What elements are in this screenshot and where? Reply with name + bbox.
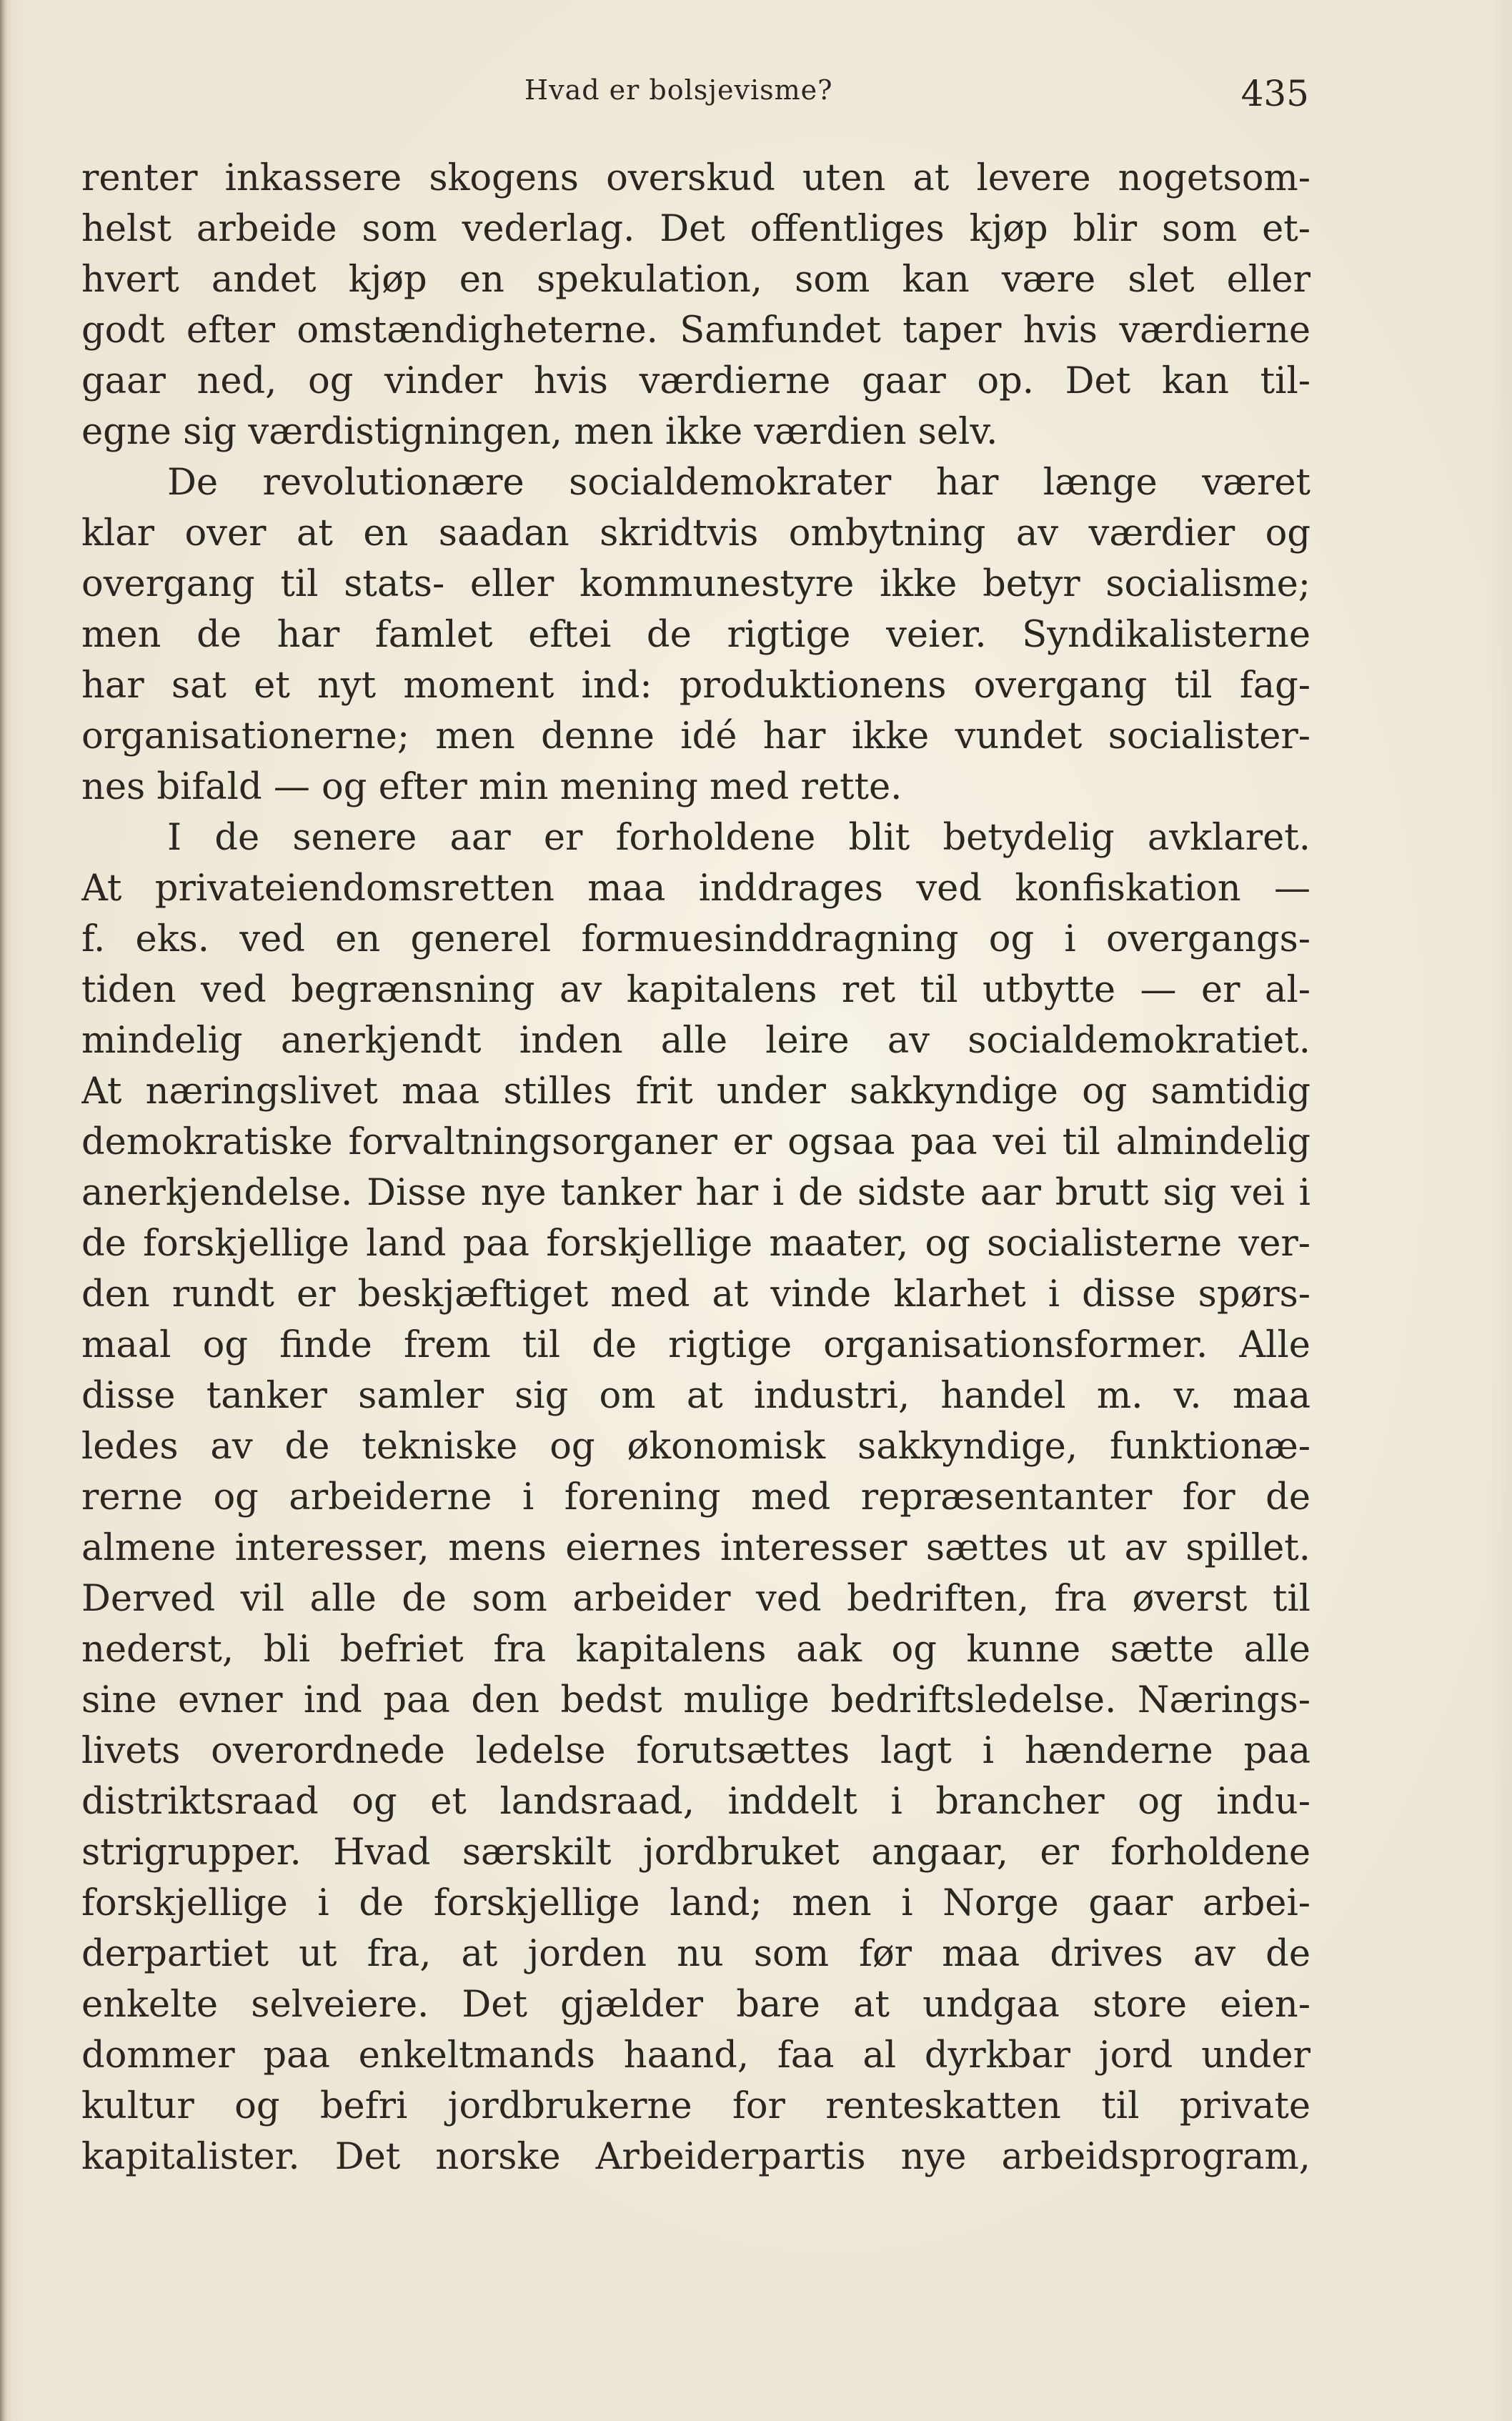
text-line: At privateiendomsretten maa inddrages ved konfiskation — [81,868,1310,910]
running-head-title: Hvad er bolsjevisme? [524,74,833,106]
text-line: gaar ned, og vinder hvis værdierne gaar op. Det kan til- [81,360,1310,402]
text-line: klar over at en saadan skridtvis ombytning av værdier og [81,512,1310,555]
text-line: har sat et nyt moment ind: produktionens overgang til fag- [81,665,1310,707]
text-line: distriktsraad og et landsraad, inddelt i brancher og indu- [81,1781,1310,1823]
text-line: almene interesser, mens eiernes interesser sættes ut av spillet. [81,1527,1310,1569]
text-line: demokratiske forvaltningsorganer er ogsaa paa vei til almindelig [81,1121,1310,1163]
text-line: rerne og arbeiderne i forening med repræsentanter for de [81,1476,1310,1518]
text-line: helst arbeide som vederlag. Det offentliges kjøp blir som et- [81,208,1310,250]
text-line: disse tanker samler sig om at industri, handel m. v. maa [81,1375,1310,1417]
text-line: renter inkassere skogens overskud uten at levere nogetsom- [81,157,1310,199]
page-number: 435 [1240,73,1309,114]
text-line: egne sig værdistigningen, men ikke værdien selv. [81,411,998,453]
text-line: de forskjellige land paa forskjellige maater, og socialisterne ver- [81,1223,1310,1265]
text-line: Derved vil alle de som arbeider ved bedriften, fra øverst til [81,1578,1310,1620]
text-line: derpartiet ut fra, at jorden nu som før maa drives av de [81,1933,1310,1975]
text-line: maal og finde frem til de rigtige organisationsformer. Alle [81,1324,1310,1366]
text-line: dommer paa enkeltmands haand, faa al dyrkbar jord under [81,2034,1310,2077]
text-line: mindelig anerkjendt inden alle leire av socialdemokratiet. [81,1020,1310,1062]
text-line: forskjellige i de forskjellige land; men i Norge gaar arbei- [81,1882,1310,1924]
text-line: hvert andet kjøp en spekulation, som kan være slet eller [81,259,1310,301]
text-line: nes bifald — og efter min mening med rette. [81,766,902,808]
text-line: strigrupper. Hvad særskilt jordbruket angaar, er forholdene [81,1831,1310,1874]
text-line-paragraph-start: I de senere aar er forholdene blit betydelig avklaret. [167,817,1310,859]
text-line: kultur og befri jordbrukerne for renteskatten til private [81,2085,1310,2127]
text-line: den rundt er beskjæftiget med at vinde klarhet i disse spørs- [81,1273,1310,1316]
body-text [81,153,1310,2182]
text-line: f. eks. ved en generel formuesinddragning og i overgangs- [81,918,1310,960]
running-head [83,69,1309,126]
text-line: men de har famlet eftei de rigtige veier. Syndikalisterne [81,614,1310,656]
text-line: At næringslivet maa stilles frit under sakkyndige og samtidig [81,1070,1310,1113]
text-line: tiden ved begrænsning av kapitalens ret til utbytte — er al- [81,969,1310,1011]
text-line: anerkjendelse. Disse nye tanker har i de sidste aar brutt sig vei i [81,1172,1310,1214]
text-line: ledes av de tekniske og økonomisk sakkyndige, funktionæ- [81,1426,1310,1468]
text-line: livets overordnede ledelse forutsættes lagt i hænderne paa [81,1730,1310,1772]
text-line: organisationerne; men denne idé har ikke vundet socialister- [81,715,1310,757]
text-line: godt efter omstændigheterne. Samfundet taper hvis værdierne [81,309,1310,352]
text-line: enkelte selveiere. Det gjælder bare at undgaa store eien- [81,1984,1310,2026]
text-line: overgang til stats- eller kommunestyre ikke betyr socialisme; [81,563,1310,605]
page-binding-edge [0,0,7,2421]
text-line: sine evner ind paa den bedst mulige bedriftsledelse. Nærings- [81,1679,1310,1721]
text-line: kapitalister. Det norske Arbeiderpartis nye arbeidsprogram, [81,2136,1310,2178]
text-line: nederst, bli befriet fra kapitalens aak og kunne sætte alle [81,1629,1310,1671]
text-line-paragraph-start: De revolutionære socialdemokrater har længe været [167,462,1310,504]
